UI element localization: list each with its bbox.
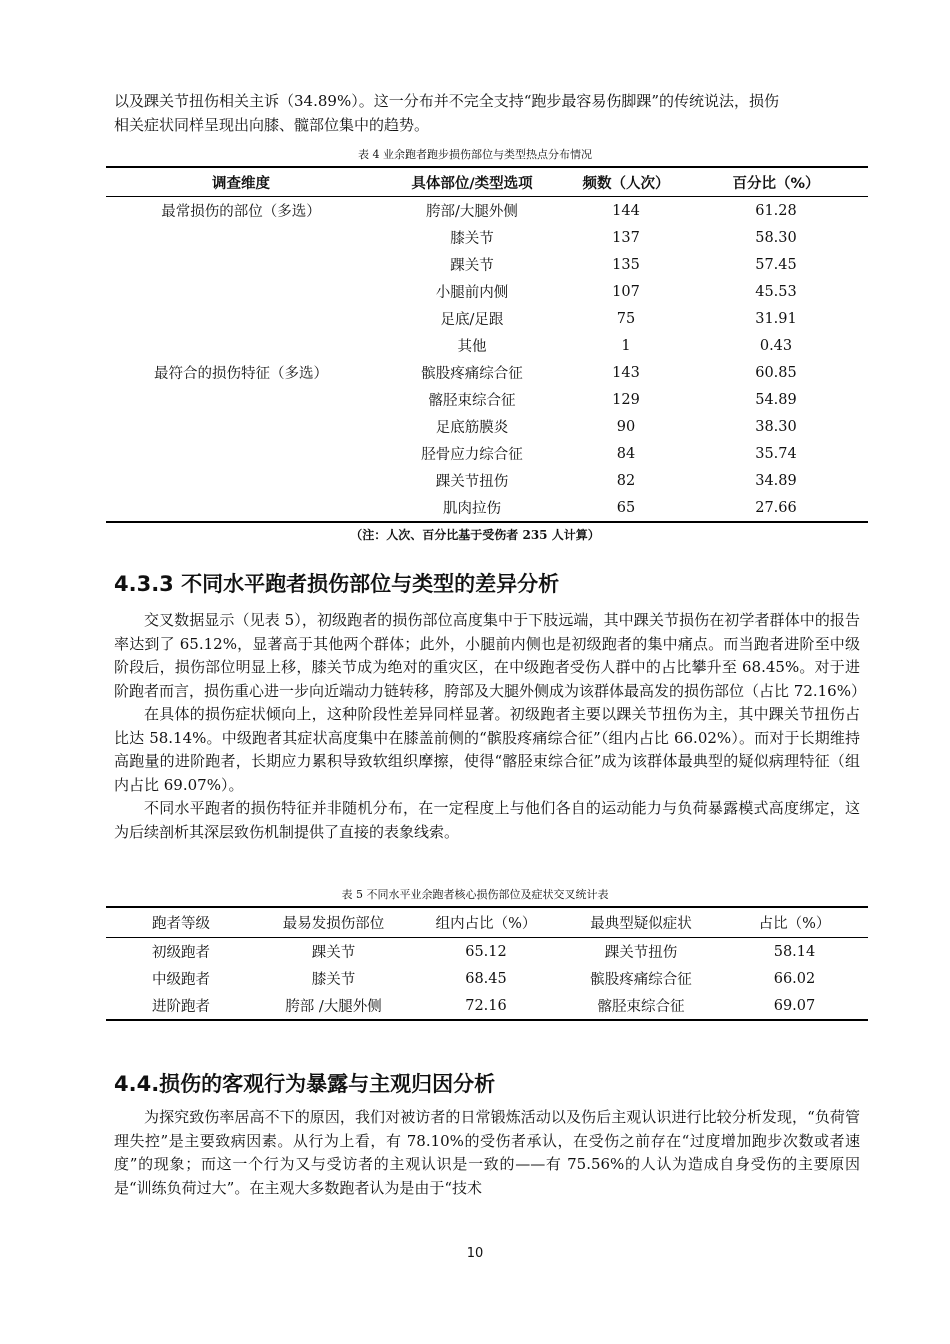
table4-cell [106,305,376,332]
table4-header-cell: 百分比（%） [684,167,868,197]
table5-row [106,992,868,1020]
table4-cell: 58.30 [755,229,797,246]
table4-cell: 最符合的损伤特征（多选） [154,366,328,382]
table4-header-cell: 调查维度 [106,167,376,197]
table4-row [106,413,868,440]
table4-cell: 61.28 [755,202,797,219]
table4-row [106,224,868,251]
table5-cell: 髂胫束综合征 [597,999,685,1015]
table4-cell: 82 [616,472,636,489]
top-paragraph-line-2: 相关症状同样呈现出向膝、髋部位集中的趋势。 [114,115,430,134]
table4-cell: 107 [612,283,640,300]
table4-cell: 54.89 [755,391,797,408]
table5-cell: 68.45 [465,970,507,987]
table5 [106,906,868,1021]
table4-cell: 38.30 [755,418,797,435]
section-4-3-3-body [114,609,866,844]
table4-caption: 表 4 业余跑者跑步损伤部位与类型热点分布情况 [358,148,592,161]
table4-row [106,305,868,332]
table4-cell: 小腿前内侧 [435,285,509,301]
table5-caption: 表 5 不同水平业余跑者核心损伤部位及症状交叉统计表 [341,888,609,901]
table5-row [106,938,868,966]
table4-cell [106,494,376,522]
table4-row [106,332,868,359]
table4-cell [106,467,376,494]
table4-cell: 57.45 [755,256,797,273]
section-4-4-paragraph-1: 为探究致伤率居高不下的原因，我们对被访者的日常锻炼活动以及伤后主观认识进行比较分析发现，“负荷管理失控”是主要致病因素。从行为上看，有 78.10%的受伤者承认，在受伤之前存在“过度增加跑步次数或者速度”的现象；而这一个行为又与受访者的主观认识是一致的——有 75.56%的人认为造成自身受伤的主要原因是“训练负荷过大”。在主观大多数跑者认为是由于“技术 [114,1108,860,1197]
table5-header-row [106,907,868,938]
section-4-3-3-paragraph-3: 不同水平跑者的损伤特征并非随机分布，在一定程度上与他们各自的运动能力与负荷暴露模式高度绑定，这为后续剖析其深层致伤机制提供了直接的表象线索。 [114,799,860,841]
table5-header-cell: 占比（%） [721,907,868,938]
table4-row [106,440,868,467]
table4-cell: 髌股疼痛综合征 [421,366,523,382]
table4-cell: 137 [612,229,640,246]
table5-cell: 66.02 [773,970,816,987]
section-4-4-heading: 4.4.损伤的客观行为暴露与主观归因分析 [114,1072,496,1096]
table4-cell: 143 [612,364,640,381]
table5-header-cell: 组内占比（%） [411,907,561,938]
table4-row [106,251,868,278]
table4-row [106,386,868,413]
table4-row [106,467,868,494]
table4-cell: 足底筋膜炎 [435,420,509,436]
table5-cell: 进阶跑者 [152,999,210,1015]
table4-cell: 膝关节 [450,231,494,247]
table4-cell: 84 [616,445,636,462]
table5-cell: 中级跑者 [152,972,210,988]
table4-cell: 31.91 [755,310,797,327]
table4-cell: 65 [616,499,636,516]
section-4-3-3-paragraph-2: 在具体的损伤症状倾向上，这种阶段性差异同样显著。初级跑者主要以踝关节扭伤为主，其中踝关节扭伤占比达 58.14%。中级跑者其症状高度集中在膝盖前侧的“髌股疼痛综合征”（组内占比 66.02%）。而对于长期维持高跑量的进阶跑者，长期应力累积导致软组织摩擦，使得“髂胫束综合征”成为该群体最典型的疑似病理特征（组内占比 69.07%）。 [114,705,860,794]
section-4-4-body [114,1106,860,1200]
table4-row [106,494,868,522]
table5-header-cell: 最易发损伤部位 [256,907,411,938]
top-paragraph [114,90,860,137]
table4-header-cell: 频数（人次） [568,167,684,197]
section-4-3-3-heading: 4.3.3 不同水平跑者损伤部位与类型的差异分析 [114,572,560,596]
table4-cell: 髂胫束综合征 [428,393,516,409]
table4-cell: 最常损伤的部位（多选） [161,204,321,220]
table4-note: （注：人次、百分比基于受伤者 235 人计算） [350,528,600,542]
table4-cell: 胯部/大腿外侧 [426,204,518,220]
table4-cell: 足底/足跟 [440,312,504,328]
table4-header-row [106,167,868,197]
table5-row [106,965,868,992]
table4-cell [106,413,376,440]
table4-cell: 45.53 [755,283,797,300]
table4-cell: 踝关节 [450,258,494,274]
table5-cell: 72.16 [465,997,507,1014]
page-number: 10 [466,1246,484,1261]
table4-cell: 34.89 [755,472,797,489]
table5-cell: 胯部 /大腿外侧 [285,999,382,1015]
table4 [106,166,868,523]
table4-cell: 144 [612,202,640,219]
table5-cell: 69.07 [773,997,816,1014]
table4-cell [106,251,376,278]
table5-cell: 65.12 [465,943,507,960]
table4-cell: 75 [616,310,636,327]
table4-cell: 129 [612,391,640,408]
table4-cell: 踝关节扭伤 [435,474,509,490]
table5-cell: 髌股疼痛综合征 [590,972,692,988]
table5-cell: 初级跑者 [152,945,210,961]
table4-cell [106,332,376,359]
table4-cell: 1 [621,337,631,354]
top-paragraph-line-1: 以及踝关节扭伤相关主诉（34.89%）。这一分布并不完全支持“跑步最容易伤脚踝”的传统说法，损伤 [114,92,780,110]
table4-cell: 其他 [457,339,487,355]
table5-cell: 踝关节 [311,945,356,961]
table4-cell: 90 [616,418,636,435]
table5-cell: 58.14 [773,943,816,960]
table4-cell [106,224,376,251]
table4-cell [106,278,376,305]
table4-header-cell: 具体部位/类型选项 [376,167,568,197]
table4-row [106,278,868,305]
table4-cell: 135 [612,256,640,273]
table4-row [106,197,868,225]
table5-header-cell: 跑者等级 [106,907,256,938]
table5-cell: 膝关节 [311,972,356,988]
table4-cell [106,440,376,467]
table5-body [106,938,868,1021]
table4-row [106,359,868,386]
table4-body [106,197,868,523]
table4-cell: 60.85 [755,364,797,381]
table4-cell: 肌肉拉伤 [443,501,501,517]
section-4-3-3-paragraph-1: 交叉数据显示（见表 5），初级跑者的损伤部位高度集中于下肢远端，其中踝关节损伤在初学者群体中的报告率达到了 65.12%，显著高于其他两个群体；此外，小腿前内侧也是初级跑者的集中痛点。而当跑者进阶至中级阶段后，损伤部位明显上移，膝关节成为绝对的重灾区，在中级跑者受伤人群中的占比攀升至 68.45%。对于进阶跑者而言，损伤重心进一步向近端动力链转移，胯部及大腿外侧成为该群体最高发的损伤部位（占比 72.16%） [114,611,866,700]
table5-header-cell: 最典型疑似症状 [561,907,721,938]
table4-cell: 0.43 [759,337,793,354]
table4-cell [106,386,376,413]
table4-cell: 27.66 [755,499,797,516]
table4-cell: 胫骨应力综合征 [421,447,523,463]
table5-cell: 踝关节扭伤 [604,945,678,961]
table4-cell: 35.74 [755,445,797,462]
